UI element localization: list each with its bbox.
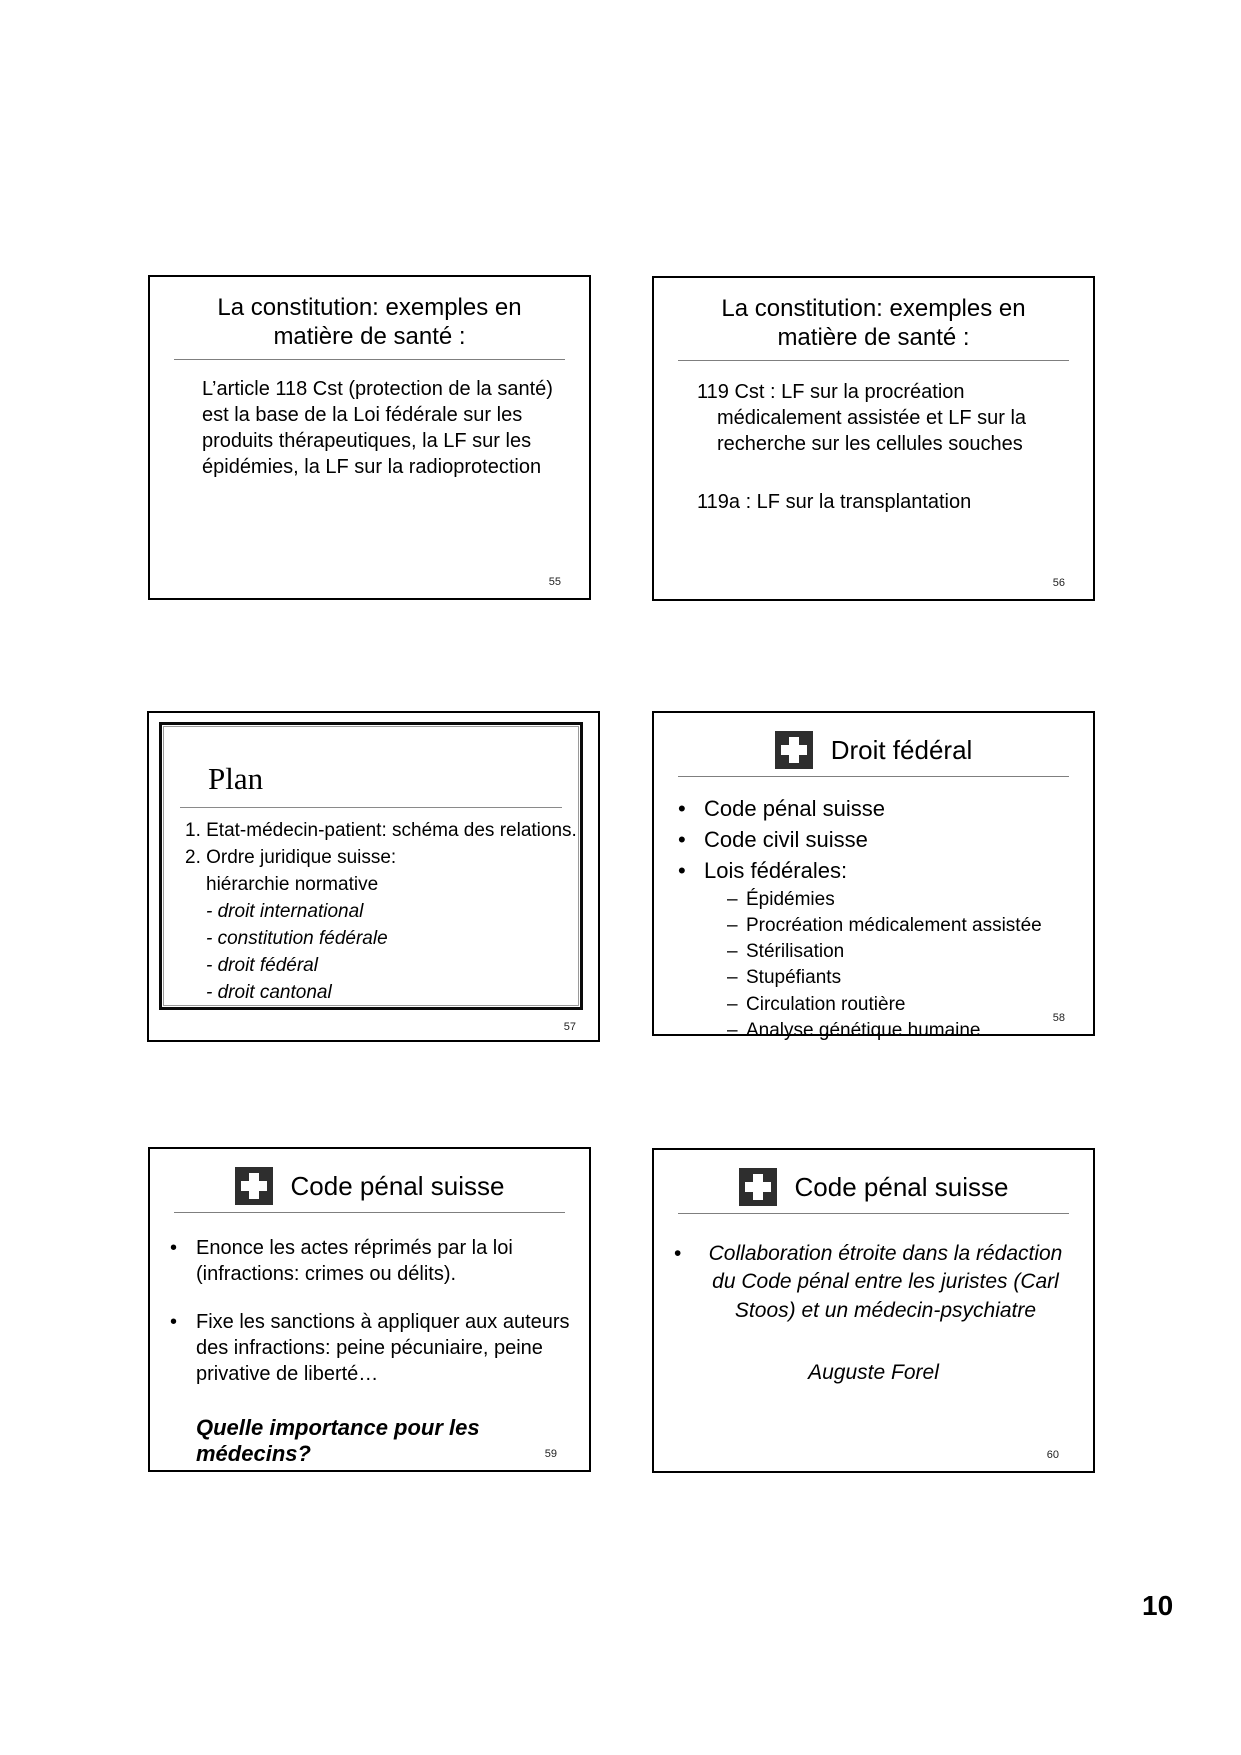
slide-59-question: Quelle importance pour les médecins?	[196, 1415, 480, 1466]
sub-bullet-text: Stupéfiants	[746, 967, 842, 989]
title-underline	[174, 359, 565, 360]
slide-59-body	[170, 1235, 575, 1387]
slide-56	[652, 276, 1095, 601]
plan-item: 1. Etat-médecin-patient: schéma des relations.	[185, 820, 577, 841]
sub-bullet-item	[727, 965, 1081, 991]
bullet-text: Collaboration étroite dans la rédaction du Code pénal entre les juristes (Carl Stoos) et un médecin-psychiatre	[708, 1242, 1063, 1322]
bullet-item	[170, 1309, 575, 1387]
bullet-item	[674, 1240, 1071, 1325]
sub-bullet-item	[727, 887, 1081, 913]
plan-list	[185, 818, 578, 1007]
sub-bullet-item	[727, 939, 1081, 965]
sub-bullet-text: Épidémies	[746, 888, 835, 910]
swiss-cross-icon	[775, 731, 813, 769]
dash-marker: –	[727, 1019, 738, 1041]
slide-60-number: 60	[1046, 1449, 1059, 1461]
title-underline	[180, 807, 562, 808]
bullet-text: Enonce les actes réprimés par la loi (infractions: crimes ou délits).	[196, 1237, 513, 1285]
slide-60	[652, 1148, 1095, 1473]
plan-item: - droit fédéral	[206, 954, 318, 976]
title-underline	[678, 776, 1069, 777]
slide-59-header	[150, 1167, 589, 1205]
plan-item: - constitution fédérale	[206, 927, 388, 949]
slide-56-item-1: 119 Cst : LF sur la procréation médicalement assistée et LF sur la recherche sur les cellules souches	[697, 380, 1027, 455]
dash-marker: –	[727, 967, 738, 989]
slide-60-header	[654, 1168, 1093, 1206]
slide-55-title: La constitution: exemples en matière de santé :	[217, 294, 522, 351]
sub-bullet-item	[727, 1018, 1081, 1044]
bullet-item	[170, 1235, 575, 1287]
page-number: 10	[1142, 1590, 1174, 1621]
bullet-text: Code civil suisse	[704, 827, 868, 853]
slide-55-body: L’article 118 Cst (protection de la santé) est la base de la Loi fédérale sur les produits thérapeutiques, la LF sur les épidémies, la LF sur la radioprotection	[202, 377, 553, 478]
slide-55	[148, 275, 591, 600]
bullet-text: Code pénal suisse	[704, 796, 886, 821]
sub-bullet-text: Circulation routière	[746, 993, 906, 1015]
slide-59-title: Code pénal suisse	[290, 1170, 505, 1201]
plan-frame-inner	[163, 726, 579, 1006]
bullet-text: Fixe les sanctions à appliquer aux auteurs des infractions: peine pécuniaire, peine privative de liberté…	[196, 1311, 570, 1385]
bullet-marker: •	[678, 796, 686, 821]
swiss-cross-icon	[739, 1168, 777, 1206]
slide-55-number: 55	[548, 576, 561, 588]
dash-marker: –	[727, 914, 738, 936]
title-underline	[174, 1212, 565, 1213]
bullet-marker: •	[674, 1242, 682, 1265]
dash-marker: –	[727, 888, 738, 910]
title-underline	[678, 1213, 1069, 1214]
bullet-item	[678, 824, 1081, 855]
sub-bullet-text: Analyse génétique humaine	[746, 1019, 981, 1041]
slide-60-author: Auguste Forel	[808, 1361, 939, 1385]
plan-frame	[159, 722, 583, 1010]
dash-marker: –	[727, 993, 738, 1015]
bullet-marker: •	[170, 1237, 178, 1259]
plan-item: hiérarchie normative	[206, 873, 379, 895]
plan-item: - droit cantonal	[206, 981, 332, 1003]
title-underline	[678, 360, 1069, 361]
bullet-item	[678, 855, 1081, 886]
slide-56-item-2: 119a : LF sur la transplantation	[697, 490, 972, 513]
bullet-marker: •	[678, 827, 686, 853]
plan-item: - droit international	[206, 900, 364, 922]
slide-58-number: 58	[1052, 1012, 1065, 1024]
slide-60-title: Code pénal suisse	[794, 1171, 1009, 1202]
bullet-marker: •	[678, 858, 686, 884]
sub-bullet-text: Procréation médicalement assistée	[746, 914, 1042, 936]
bullet-item	[678, 793, 1081, 824]
bullet-marker: •	[170, 1311, 178, 1333]
plan-item: 2. Ordre juridique suisse:	[185, 846, 397, 868]
sub-bullet-item	[727, 913, 1081, 939]
sub-bullet-text: Stérilisation	[746, 941, 845, 963]
slide-56-number: 56	[1052, 577, 1065, 589]
slide-58	[652, 711, 1095, 1041]
slide-57	[147, 711, 600, 1042]
slide-57-title: Plan	[208, 761, 264, 796]
slide-58-body	[678, 793, 1081, 1044]
slide-58-sublist	[727, 887, 1081, 1044]
slide-56-body	[654, 379, 1093, 515]
slide-56-title: La constitution: exemples en matière de santé :	[721, 295, 1026, 352]
slide-58-header	[654, 731, 1093, 769]
slide-59	[148, 1147, 591, 1472]
sub-bullet-item	[727, 992, 1081, 1018]
swiss-cross-icon	[235, 1167, 273, 1205]
slide-57-number: 57	[563, 1021, 576, 1033]
bullet-text: Lois fédérales:	[704, 858, 848, 884]
slide-59-number: 59	[544, 1448, 557, 1460]
dash-marker: –	[727, 941, 738, 963]
slide-58-title: Droit fédéral	[830, 734, 973, 765]
